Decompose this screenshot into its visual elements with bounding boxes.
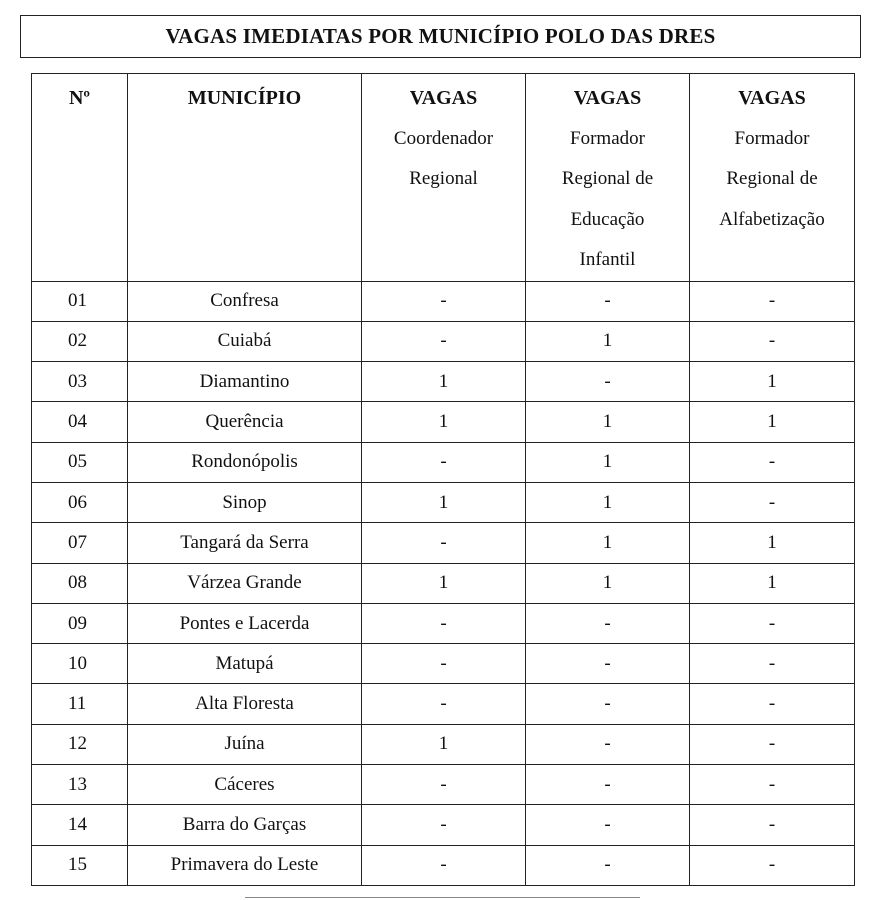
cell-number: 12 [32, 724, 128, 764]
cell-number: 03 [32, 362, 128, 402]
cell-vagas-formador-infantil: - [526, 362, 690, 402]
table-row [32, 765, 855, 805]
cell-vagas-formador-infantil: - [526, 644, 690, 684]
cell-number: 15 [32, 845, 128, 885]
cell-vagas-formador-alfabetizacao: - [690, 805, 855, 845]
table-row [32, 321, 855, 361]
cell-vagas-formador-alfabetizacao: - [690, 684, 855, 724]
cell-municipio: Juína [128, 724, 362, 764]
cell-vagas-formador-infantil: - [526, 805, 690, 845]
table-row [32, 281, 855, 321]
cell-vagas-formador-infantil: 1 [526, 523, 690, 563]
cell-municipio: Barra do Garças [128, 805, 362, 845]
cell-vagas-formador-alfabetizacao: 1 [690, 402, 855, 442]
table-row [32, 805, 855, 845]
cell-vagas-formador-alfabetizacao: - [690, 644, 855, 684]
cell-number: 04 [32, 402, 128, 442]
cell-vagas-formador-infantil: 1 [526, 563, 690, 603]
cell-number: 13 [32, 765, 128, 805]
table-row [32, 482, 855, 522]
table-header [32, 74, 855, 282]
header-municipio: MUNICÍPIO [128, 74, 362, 282]
cell-vagas-coordenador: - [362, 281, 526, 321]
cell-vagas-coordenador: - [362, 845, 526, 885]
header-formador-alfabetizacao: VAGAS Formador Regional de Alfabetização [690, 74, 855, 282]
cell-number: 14 [32, 805, 128, 845]
cell-vagas-formador-alfabetizacao: - [690, 603, 855, 643]
cell-vagas-formador-alfabetizacao: - [690, 482, 855, 522]
cell-number: 09 [32, 603, 128, 643]
cell-vagas-formador-alfabetizacao: - [690, 321, 855, 361]
cell-vagas-coordenador: 1 [362, 563, 526, 603]
table-title: VAGAS IMEDIATAS POR MUNICÍPIO POLO DAS DRES [20, 15, 861, 58]
cell-municipio: Várzea Grande [128, 563, 362, 603]
cell-vagas-formador-alfabetizacao: - [690, 724, 855, 764]
cell-vagas-formador-infantil: 1 [526, 482, 690, 522]
cell-number: 10 [32, 644, 128, 684]
cell-municipio: Alta Floresta [128, 684, 362, 724]
cell-municipio: Pontes e Lacerda [128, 603, 362, 643]
cell-vagas-coordenador: - [362, 644, 526, 684]
table-row [32, 523, 855, 563]
table-row [32, 603, 855, 643]
cell-vagas-formador-alfabetizacao: - [690, 845, 855, 885]
cell-number: 07 [32, 523, 128, 563]
cell-municipio: Confresa [128, 281, 362, 321]
header-coordenador: VAGAS Coordenador Regional [362, 74, 526, 282]
cell-vagas-formador-infantil: - [526, 684, 690, 724]
cell-number: 06 [32, 482, 128, 522]
cell-vagas-coordenador: 1 [362, 724, 526, 764]
cell-vagas-coordenador: - [362, 603, 526, 643]
cell-vagas-coordenador: - [362, 805, 526, 845]
header-num: Nº [32, 74, 128, 282]
cell-municipio: Tangará da Serra [128, 523, 362, 563]
cell-vagas-coordenador: 1 [362, 362, 526, 402]
cell-vagas-formador-alfabetizacao: - [690, 281, 855, 321]
divider-line [245, 897, 640, 898]
cell-vagas-formador-infantil: 1 [526, 402, 690, 442]
cell-municipio: Primavera do Leste [128, 845, 362, 885]
cell-vagas-coordenador: - [362, 765, 526, 805]
cell-number: 02 [32, 321, 128, 361]
table-row [32, 362, 855, 402]
cell-vagas-coordenador: 1 [362, 482, 526, 522]
table-row [32, 845, 855, 885]
cell-vagas-formador-infantil: - [526, 845, 690, 885]
table-row [32, 563, 855, 603]
cell-vagas-formador-infantil: - [526, 281, 690, 321]
cell-vagas-formador-infantil: - [526, 603, 690, 643]
cell-municipio: Querência [128, 402, 362, 442]
table-row [32, 724, 855, 764]
cell-vagas-formador-infantil: 1 [526, 442, 690, 482]
cell-vagas-coordenador: - [362, 442, 526, 482]
cell-number: 08 [32, 563, 128, 603]
cell-municipio: Matupá [128, 644, 362, 684]
cell-municipio: Rondonópolis [128, 442, 362, 482]
cell-vagas-formador-infantil: - [526, 765, 690, 805]
table-row [32, 442, 855, 482]
cell-vagas-formador-alfabetizacao: 1 [690, 563, 855, 603]
table-body [32, 281, 855, 885]
table-row [32, 644, 855, 684]
cell-number: 05 [32, 442, 128, 482]
cell-vagas-formador-alfabetizacao: 1 [690, 523, 855, 563]
cell-vagas-formador-infantil: 1 [526, 321, 690, 361]
cell-number: 11 [32, 684, 128, 724]
cell-municipio: Diamantino [128, 362, 362, 402]
header-formador-infantil: VAGAS Formador Regional de Educação Infantil [526, 74, 690, 282]
cell-municipio: Cáceres [128, 765, 362, 805]
cell-vagas-coordenador: - [362, 321, 526, 361]
cell-vagas-formador-alfabetizacao: - [690, 765, 855, 805]
cell-municipio: Cuiabá [128, 321, 362, 361]
cell-vagas-coordenador: - [362, 684, 526, 724]
cell-vagas-formador-infantil: - [526, 724, 690, 764]
table-row [32, 402, 855, 442]
cell-municipio: Sinop [128, 482, 362, 522]
cell-vagas-coordenador: 1 [362, 402, 526, 442]
cell-vagas-coordenador: - [362, 523, 526, 563]
vagas-table [31, 73, 855, 886]
cell-vagas-formador-alfabetizacao: 1 [690, 362, 855, 402]
table-row [32, 684, 855, 724]
header-row [32, 74, 855, 282]
cell-number: 01 [32, 281, 128, 321]
cell-vagas-formador-alfabetizacao: - [690, 442, 855, 482]
